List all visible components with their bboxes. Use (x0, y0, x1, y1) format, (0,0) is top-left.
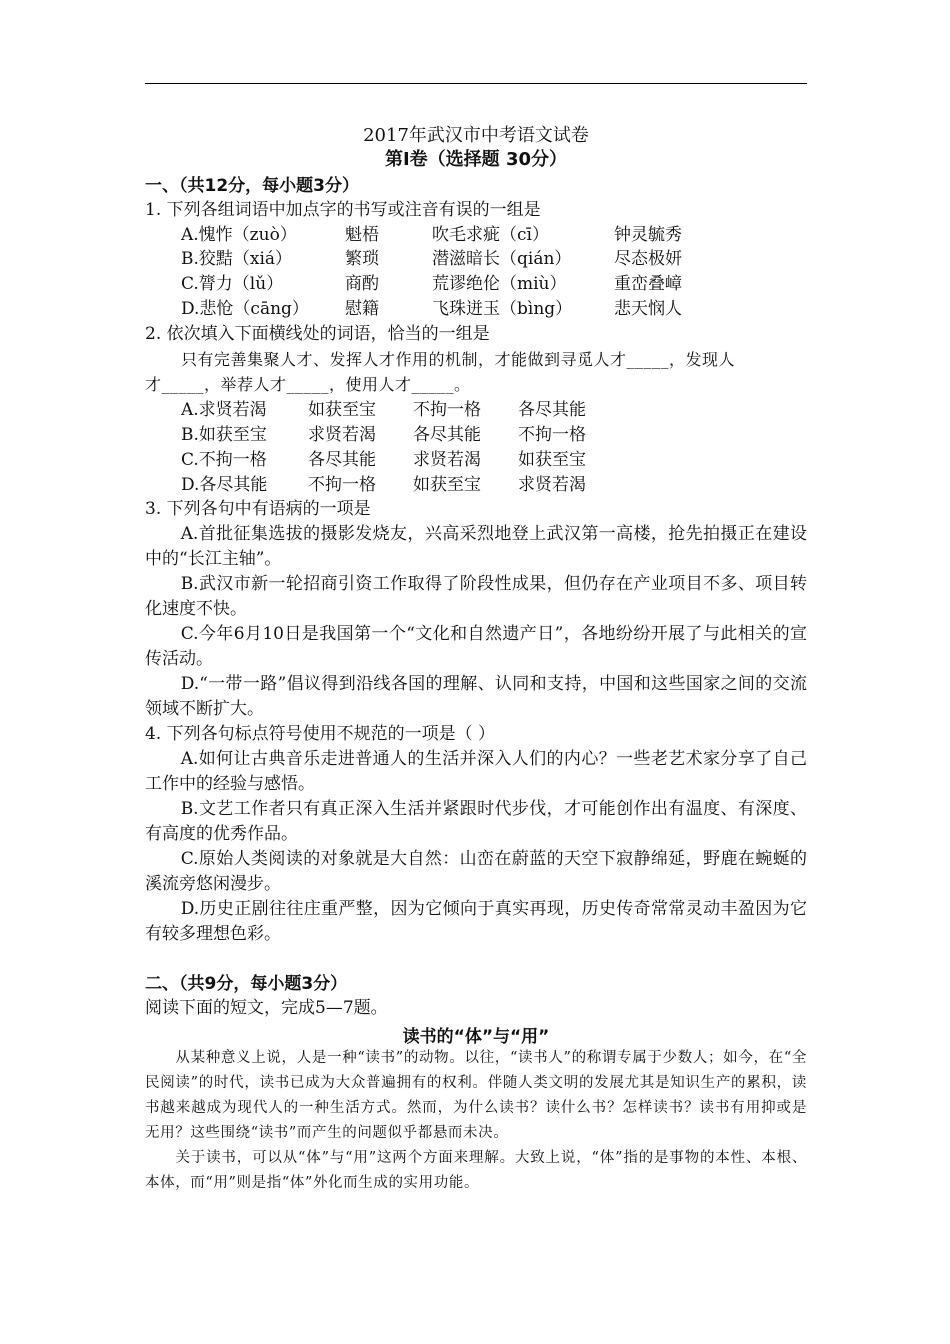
q2-a-2: 如获至宝 (308, 400, 376, 420)
q1-d-3: 飞珠迸玉（bìng） (432, 299, 573, 319)
q3-option-b: B.武汉市新一轮招商引资工作取得了阶段性成果，但仍存在产业项目不多、项目转化速度不快。 (145, 574, 807, 619)
q4-option-a: A.如何让古典音乐走进普通人的生活并深入人们的内心？一些老艺术家分享了自己工作中的经验与感悟。 (145, 749, 807, 794)
reading-paragraph-2: 关于读书，可以从“体”与“用”这两个方面来理解。大致上说，“体”指的是事物的本性、本根、本体，而“用”则是指“体”外化而生成的实用功能。 (145, 1150, 807, 1191)
q1-b-3: 潜滋暗长（qián） (432, 249, 572, 269)
q1-a-2: 魁梧 (345, 225, 379, 245)
q1-b-1: B.狡黠（xiá） (181, 249, 293, 269)
q2-b-4: 不拘一格 (518, 425, 586, 445)
q1-c-4: 重峦叠嶂 (614, 274, 682, 294)
q2-d-2: 不拘一格 (308, 475, 376, 495)
q2-a-4: 各尽其能 (518, 400, 586, 420)
reading-paragraph-1: 从某种意义上说，人是一种“读书”的动物。以往，“读书人”的称谓专属于少数人；如今，在“全民阅读”的时代，读书已成为大众普遍拥有的权利。伴随人类文明的发展尤其是知识生产的累积，读书越来越成为现代人的一种生活方式。然而，为什么读书？读什么书？怎样读书？读书有用抑或是无用？这些围绕“读书”而产生的问题似乎都悬而未决。 (145, 1050, 807, 1141)
q4-option-d: D.历史正剧往往庄重严整，因为它倾向于真实再现，历史传奇常常灵动丰盈因为它有较多理想色彩。 (145, 899, 807, 944)
q2-passage-line1: 只有完善集聚人才、发挥人才作用的机制，才能做到寻觅人才_____，发现人 (181, 350, 736, 369)
q4-option-b: B.文艺工作者只有真正深入生活并紧跟时代步伐，才可能创作出有温度、有深度、有高度的优秀作品。 (145, 799, 807, 844)
q2-d-4: 求贤若渴 (518, 475, 586, 495)
q4-stem: 4. 下列各句标点符号使用不规范的一项是（ ） (145, 724, 496, 744)
q1-d-1: D.悲怆（cāng） (181, 299, 309, 319)
q2-passage-line2: 才_____，举荐人才_____，使用人才_____。 (145, 375, 471, 394)
q1-b-4: 尽态极妍 (614, 249, 682, 269)
q2-b-3: 各尽其能 (413, 425, 481, 445)
q1-d-4: 悲天悯人 (614, 299, 682, 319)
q1-c-2: 商酌 (345, 274, 379, 294)
q2-d-3: 如获至宝 (413, 475, 481, 495)
section2-instruction: 阅读下面的短文，完成5—7题。 (145, 998, 388, 1018)
header-rule (145, 83, 807, 84)
q2-c-2: 各尽其能 (308, 450, 376, 470)
page-title: 2017年武汉市中考语文试卷 (363, 125, 589, 146)
q3-stem: 3. 下列各句中有语病的一项是 (145, 499, 371, 519)
page-subtitle: 第Ⅰ卷（选择题 30分） (384, 149, 567, 170)
q1-a-1: A.愧怍（zuò） (181, 225, 297, 245)
q2-b-1: B.如获至宝 (181, 425, 267, 445)
section1-heading: 一、（共12分，每小题3分） (145, 176, 359, 196)
q1-d-2: 慰籍 (345, 299, 379, 319)
q2-c-4: 如获至宝 (518, 450, 586, 470)
q1-a-3: 吹毛求疵（cī） (432, 225, 549, 245)
q1-a-4: 钟灵毓秀 (614, 225, 682, 245)
q4-option-c: C.原始人类阅读的对象就是大自然：山峦在蔚蓝的天空下寂静绵延，野鹿在蜿蜒的溪流旁悠闲漫步。 (145, 849, 807, 894)
q3-option-a: A.首批征集选拔的摄影发烧友，兴高采烈地登上武汉第一高楼，抢先拍摄正在建设中的“长江主轴”。 (145, 524, 807, 569)
q1-stem: 1. 下列各组词语中加点字的书写或注音有误的一组是 (145, 200, 541, 220)
q2-c-3: 求贤若渴 (413, 450, 481, 470)
section2-heading: 二、（共9分，每小题3分） (145, 974, 348, 994)
q2-d-1: D.各尽其能 (181, 475, 268, 495)
q3-option-c: C.今年6月10日是我国第一个“文化和自然遗产日”，各地纷纷开展了与此相关的宣传活动。 (145, 624, 807, 669)
reading-title: 读书的“体”与“用” (402, 1027, 550, 1047)
q2-a-3: 不拘一格 (413, 400, 481, 420)
q1-b-2: 繁琐 (345, 249, 379, 269)
q2-c-1: C.不拘一格 (181, 450, 267, 470)
q2-a-1: A.求贤若渴 (181, 400, 267, 420)
q1-c-3: 荒谬绝伦（miù） (432, 274, 567, 294)
q2-b-2: 求贤若渴 (308, 425, 376, 445)
q2-stem: 2. 依次填入下面横线处的词语，恰当的一组是 (145, 324, 490, 344)
q3-option-d: D.“一带一路”倡议得到沿线各国的理解、认同和支持，中国和这些国家之间的交流领域不断扩大。 (145, 674, 807, 719)
q1-c-1: C.膂力（lǔ） (181, 274, 284, 294)
